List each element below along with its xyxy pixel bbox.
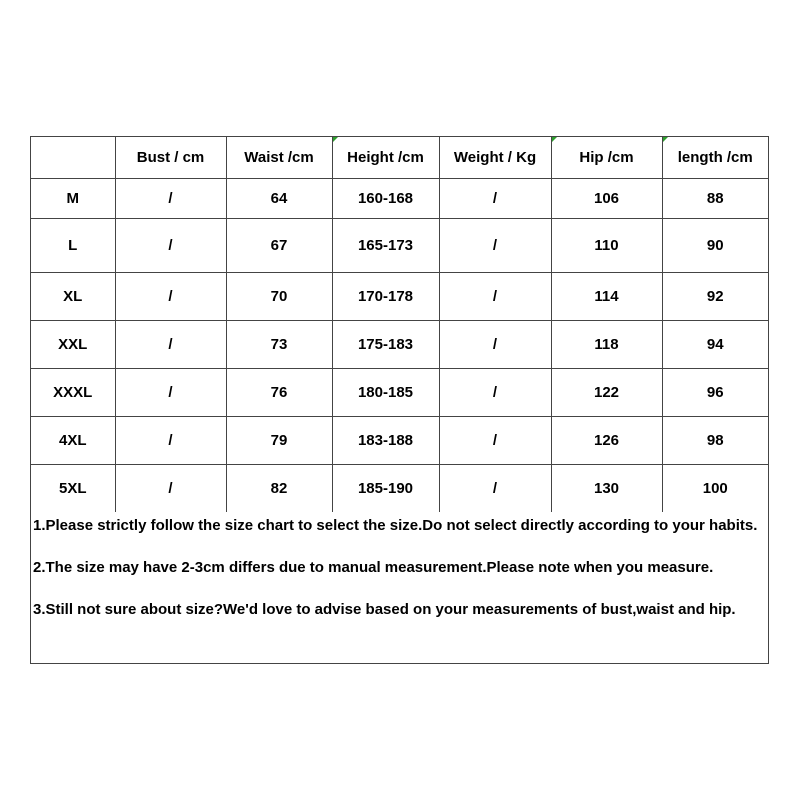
header-label: Height /cm bbox=[347, 149, 424, 166]
hip-cell: 114 bbox=[551, 273, 662, 321]
weight-cell: / bbox=[439, 219, 551, 273]
header-label: length /cm bbox=[677, 149, 753, 166]
table-row bbox=[31, 369, 768, 417]
height-cell: 183-188 bbox=[332, 417, 439, 465]
size-notes bbox=[31, 512, 768, 663]
weight-cell: / bbox=[439, 321, 551, 369]
weight-cell: / bbox=[439, 417, 551, 465]
hip-cell: 126 bbox=[551, 417, 662, 465]
header-cell-bust: Bust / cm bbox=[115, 137, 226, 179]
bust-cell: / bbox=[115, 273, 226, 321]
length-cell: 90 bbox=[662, 219, 768, 273]
header-label: Hip /cm bbox=[579, 149, 634, 166]
bust-cell: / bbox=[115, 417, 226, 465]
size-cell: 4XL bbox=[31, 417, 115, 465]
note-measurement-difference: 2.The size may have 2-3cm differs due to manual measurement.Please note when you measure. bbox=[33, 559, 714, 576]
table-row bbox=[31, 417, 768, 465]
note-size-advice: 3.Still not sure about size?We'd love to advise based on your measurements of bust,waist and hip. bbox=[33, 601, 736, 618]
table-header-row bbox=[31, 137, 768, 179]
hip-cell: 118 bbox=[551, 321, 662, 369]
length-cell: 96 bbox=[662, 369, 768, 417]
hip-cell: 106 bbox=[551, 179, 662, 219]
bust-cell: / bbox=[115, 465, 226, 513]
size-cell: XXL bbox=[31, 321, 115, 369]
waist-cell: 82 bbox=[226, 465, 332, 513]
table-row bbox=[31, 179, 768, 219]
header-cell-weight: Weight / Kg bbox=[439, 137, 551, 179]
size-cell: XL bbox=[31, 273, 115, 321]
header-cell-waist: Waist /cm bbox=[226, 137, 332, 179]
waist-cell: 67 bbox=[226, 219, 332, 273]
bust-cell: / bbox=[115, 179, 226, 219]
header-cell-size bbox=[31, 137, 115, 179]
size-cell: M bbox=[31, 179, 115, 219]
length-cell: 100 bbox=[662, 465, 768, 513]
size-cell: XXXL bbox=[31, 369, 115, 417]
bust-cell: / bbox=[115, 321, 226, 369]
waist-cell: 64 bbox=[226, 179, 332, 219]
length-cell: 98 bbox=[662, 417, 768, 465]
height-cell: 180-185 bbox=[332, 369, 439, 417]
corner-marker bbox=[552, 137, 557, 142]
header-cell-height bbox=[332, 137, 439, 179]
waist-cell: 79 bbox=[226, 417, 332, 465]
hip-cell: 122 bbox=[551, 369, 662, 417]
height-cell: 160-168 bbox=[332, 179, 439, 219]
height-cell: 165-173 bbox=[332, 219, 439, 273]
size-cell: L bbox=[31, 219, 115, 273]
size-chart bbox=[30, 136, 769, 664]
height-cell: 185-190 bbox=[332, 465, 439, 513]
size-table bbox=[31, 137, 768, 513]
waist-cell: 70 bbox=[226, 273, 332, 321]
weight-cell: / bbox=[439, 465, 551, 513]
table-row bbox=[31, 465, 768, 513]
length-cell: 88 bbox=[662, 179, 768, 219]
table-row bbox=[31, 321, 768, 369]
length-cell: 92 bbox=[662, 273, 768, 321]
bust-cell: / bbox=[115, 219, 226, 273]
height-cell: 175-183 bbox=[332, 321, 439, 369]
header-cell-length bbox=[662, 137, 768, 179]
hip-cell: 130 bbox=[551, 465, 662, 513]
height-cell: 170-178 bbox=[332, 273, 439, 321]
weight-cell: / bbox=[439, 179, 551, 219]
corner-marker bbox=[333, 137, 338, 142]
waist-cell: 76 bbox=[226, 369, 332, 417]
bust-cell: / bbox=[115, 369, 226, 417]
note-strict-size: 1.Please strictly follow the size chart to select the size.Do not select directly according to your habits. bbox=[33, 517, 758, 534]
table-row bbox=[31, 219, 768, 273]
header-cell-hip bbox=[551, 137, 662, 179]
length-cell: 94 bbox=[662, 321, 768, 369]
hip-cell: 110 bbox=[551, 219, 662, 273]
weight-cell: / bbox=[439, 273, 551, 321]
weight-cell: / bbox=[439, 369, 551, 417]
size-cell: 5XL bbox=[31, 465, 115, 513]
table-row bbox=[31, 273, 768, 321]
waist-cell: 73 bbox=[226, 321, 332, 369]
corner-marker bbox=[663, 137, 668, 142]
